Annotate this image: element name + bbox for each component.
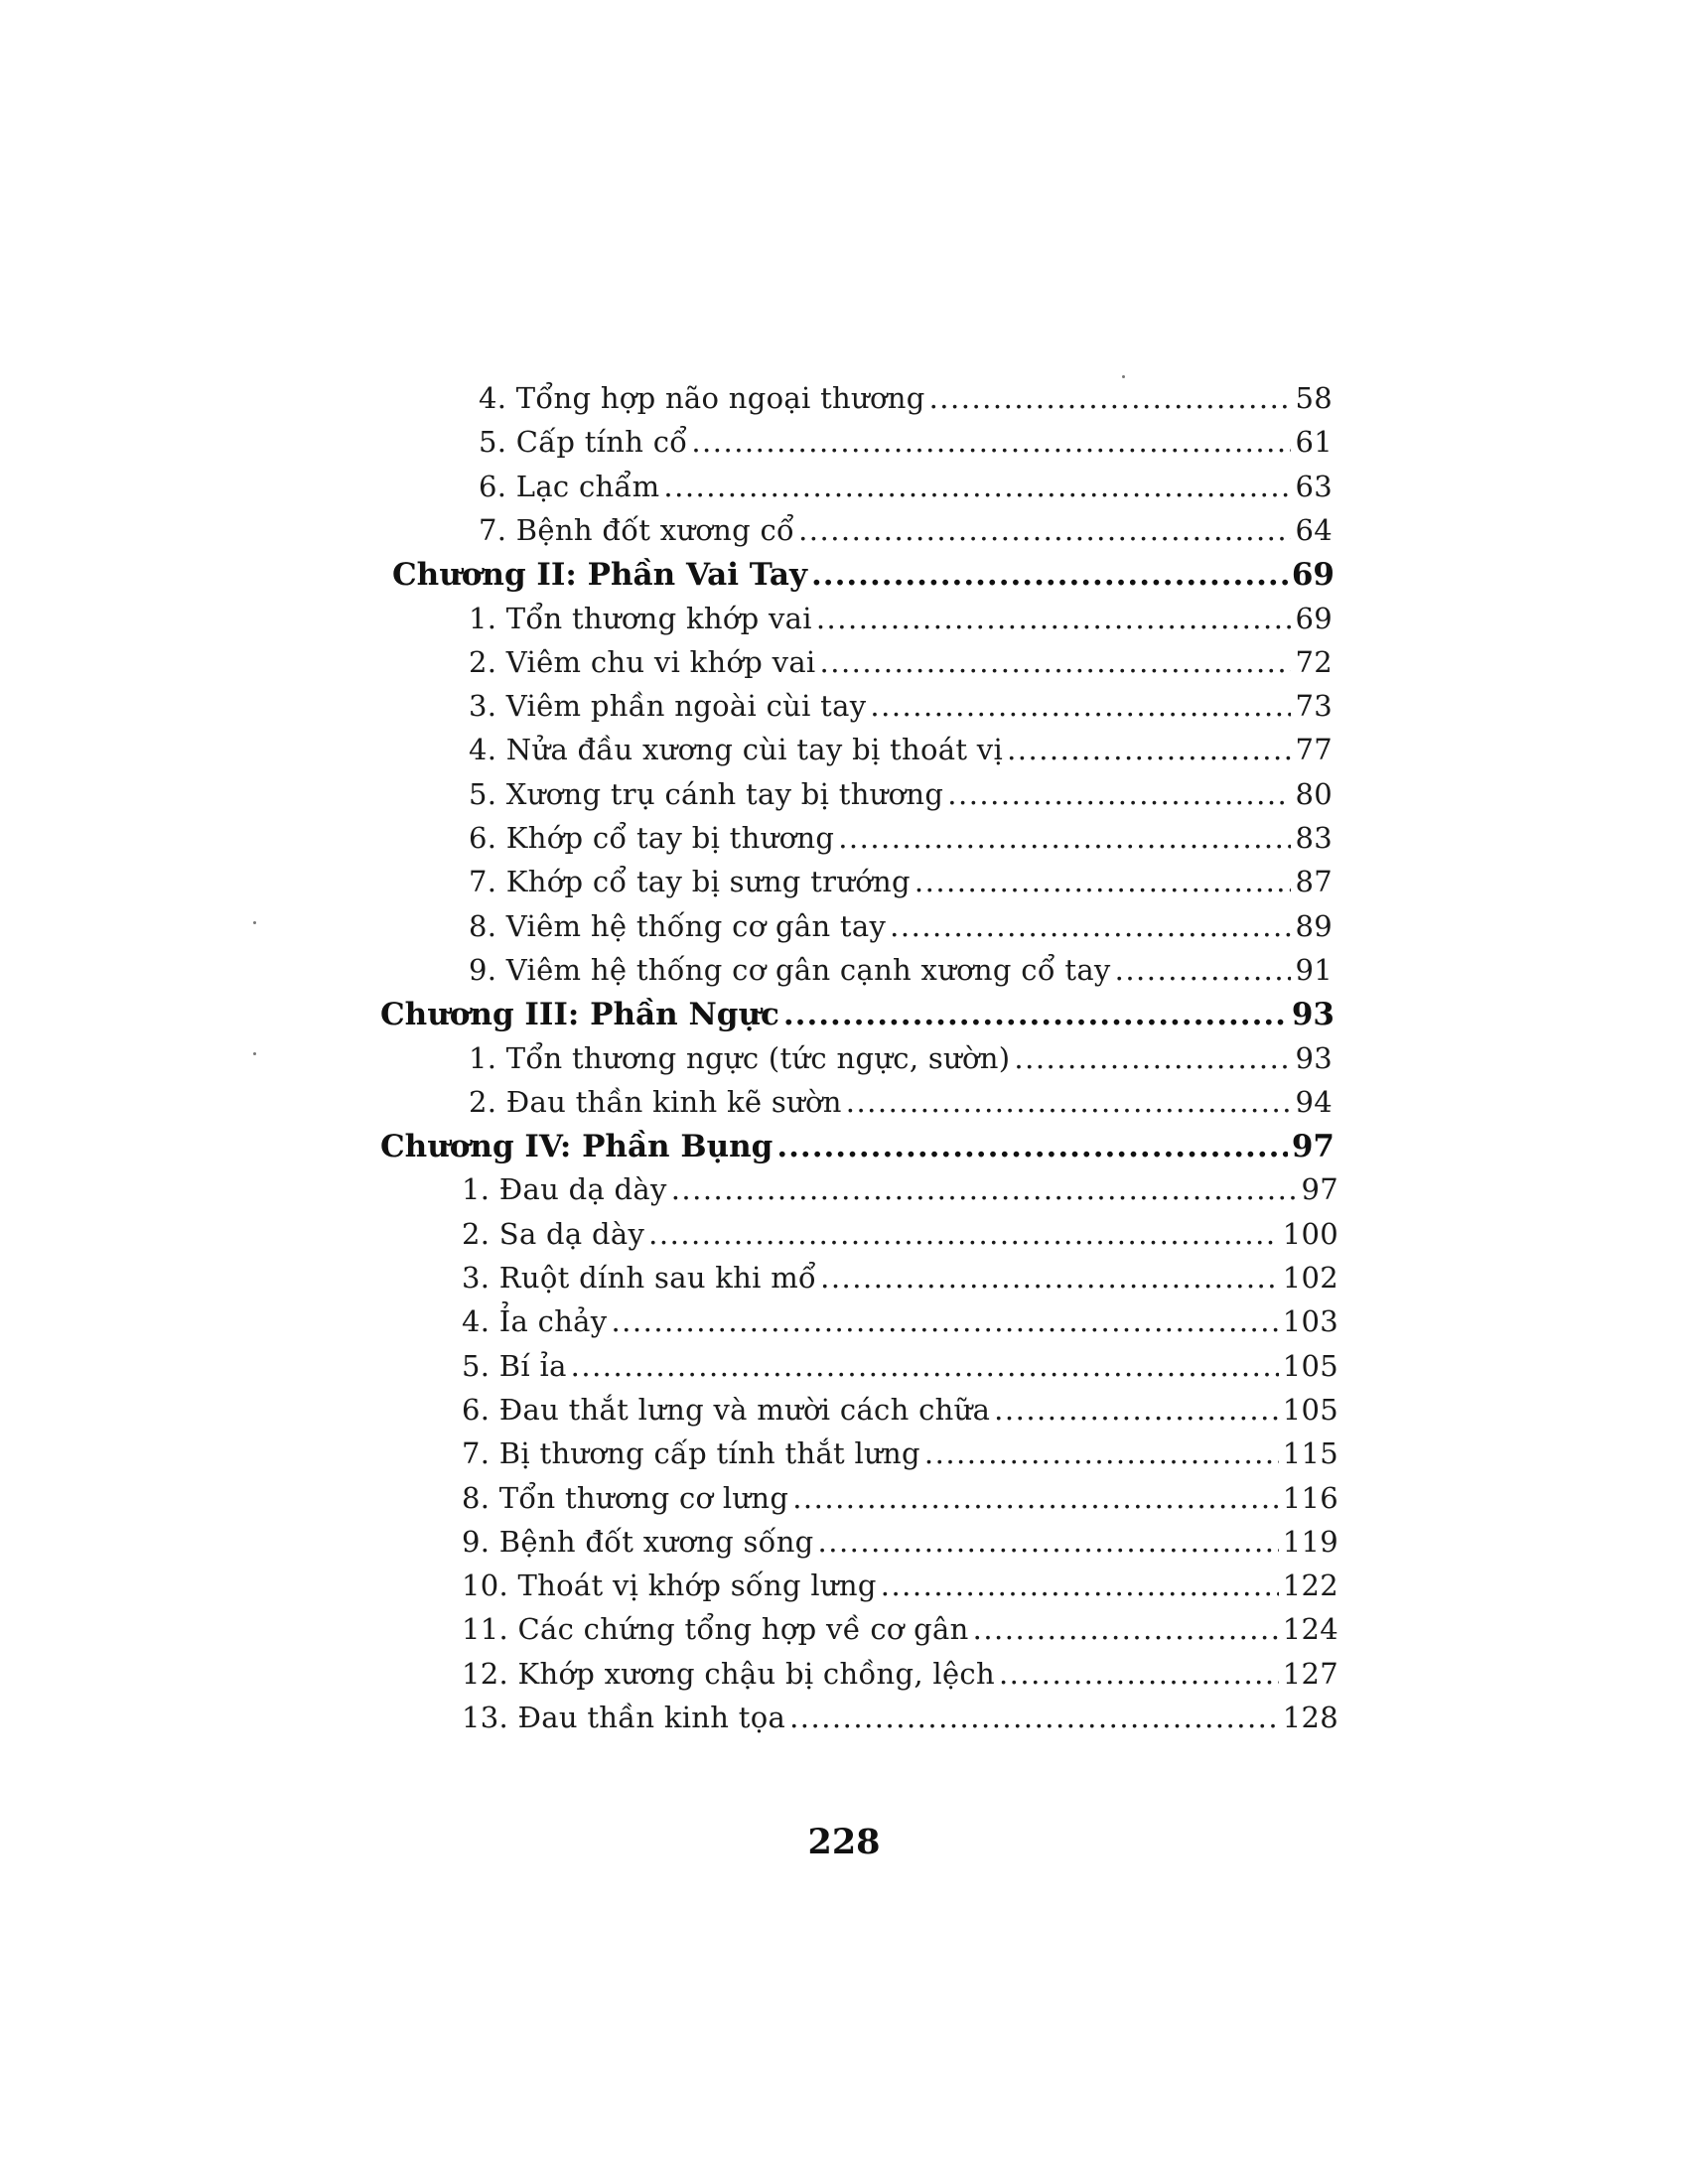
dot-leader [798, 513, 1291, 547]
dot-leader [838, 821, 1291, 855]
dot-leader [648, 1217, 1279, 1251]
toc-entry-page-number: 89 [1295, 909, 1333, 943]
toc-entry[interactable] [479, 381, 1333, 425]
toc-entry[interactable] [469, 602, 1333, 645]
toc-entry-page-number: 83 [1295, 821, 1333, 855]
toc-entry-page-number: 93 [1291, 997, 1335, 1032]
dot-leader [947, 777, 1291, 811]
toc-entry[interactable] [462, 1701, 1338, 1744]
toc-entry-title: Chương III: Phần Ngực [380, 997, 779, 1032]
toc-entry[interactable] [469, 777, 1333, 821]
scan-speck [1122, 375, 1125, 378]
toc-entry[interactable] [479, 513, 1333, 557]
toc-entry-page-number: 80 [1295, 777, 1333, 811]
dot-leader [924, 1436, 1279, 1470]
dot-leader [776, 1129, 1288, 1164]
toc-entry-page-number: 105 [1282, 1349, 1338, 1383]
toc-entry[interactable] [462, 1304, 1338, 1348]
toc-entry[interactable] [462, 1436, 1338, 1480]
toc-entry[interactable] [479, 425, 1333, 469]
toc-entry-title: 5. Cấp tính cổ [479, 425, 688, 459]
toc-entry-page-number: 93 [1295, 1041, 1333, 1075]
toc-entry-title: 6. Đau thắt lưng và mười cách chữa [462, 1393, 991, 1427]
dot-leader [1007, 733, 1291, 766]
toc-entry[interactable] [462, 1172, 1338, 1216]
toc-entry-title: 4. Tổng hợp não ngoại thương [479, 381, 925, 415]
toc-entry-title: 11. Các chứng tổng hợp về cơ gân [462, 1612, 969, 1646]
toc-entry-page-number: 69 [1295, 602, 1333, 635]
toc-entry-title: 9. Bệnh đốt xương sống [462, 1525, 814, 1559]
dot-leader [816, 602, 1292, 635]
toc-entry-title: 13. Đau thần kinh tọa [462, 1701, 786, 1734]
toc-entry-title: 4. Nửa đầu xương cùi tay bị thoát vị [469, 733, 1004, 766]
toc-entry[interactable] [479, 470, 1333, 513]
toc-entry-page-number: 77 [1295, 733, 1333, 766]
toc-entry[interactable] [469, 865, 1333, 908]
toc-entry-title: 4. Ỉa chảy [462, 1304, 608, 1338]
toc-entry[interactable] [469, 821, 1333, 865]
dot-leader [611, 1304, 1278, 1338]
toc-entry-page-number: 69 [1291, 557, 1335, 593]
dot-leader [571, 1349, 1279, 1383]
toc-entry-page-number: 73 [1295, 689, 1333, 723]
dot-leader [783, 997, 1288, 1032]
toc-chapter-entry[interactable] [380, 997, 1335, 1040]
toc-entry[interactable] [462, 1217, 1338, 1261]
toc-entry[interactable] [469, 645, 1333, 689]
toc-entry-title: 12. Khớp xương chậu bị chồng, lệch [462, 1657, 995, 1691]
toc-entry[interactable] [462, 1349, 1338, 1393]
dot-leader [818, 1525, 1279, 1559]
toc-chapter-entry[interactable] [392, 557, 1335, 601]
toc-entry-title: 3. Viêm phần ngoài cùi tay [469, 689, 867, 723]
dot-leader [929, 381, 1292, 415]
toc-entry-page-number: 58 [1295, 381, 1333, 415]
toc-entry-title: Chương IV: Phần Bụng [380, 1129, 774, 1164]
toc-entry-page-number: 63 [1295, 470, 1333, 503]
toc-entry-page-number: 87 [1295, 865, 1333, 898]
toc-entry[interactable] [462, 1261, 1338, 1304]
toc-entry-title: 8. Viêm hệ thống cơ gân tay [469, 909, 887, 943]
toc-entry-title: 5. Xương trụ cánh tay bị thương [469, 777, 944, 811]
dot-leader [881, 1569, 1279, 1602]
dot-leader [691, 425, 1291, 459]
toc-entry-page-number: 105 [1282, 1393, 1338, 1427]
dot-leader [994, 1393, 1279, 1427]
toc-entry-title: 1. Tổn thương ngực (tức ngực, sườn) [469, 1041, 1011, 1075]
dot-leader [792, 1481, 1279, 1515]
toc-entry-page-number: 119 [1282, 1525, 1338, 1559]
toc-entry-page-number: 127 [1282, 1657, 1338, 1691]
toc-entry-title: 7. Bệnh đốt xương cổ [479, 513, 795, 547]
toc-entry-title: 9. Viêm hệ thống cơ gân cạnh xương cổ tay [469, 953, 1111, 987]
toc-entry-page-number: 64 [1295, 513, 1333, 547]
toc-entry-page-number: 61 [1295, 425, 1333, 459]
toc-entry-page-number: 122 [1282, 1569, 1338, 1602]
dot-leader [671, 1172, 1298, 1206]
toc-entry-title: 8. Tổn thương cơ lưng [462, 1481, 789, 1515]
toc-entry-title: 5. Bí ỉa [462, 1349, 567, 1383]
toc-entry-title: 3. Ruột dính sau khi mổ [462, 1261, 817, 1295]
dot-leader [820, 645, 1292, 679]
dot-leader [1115, 953, 1292, 987]
dot-leader [1014, 1041, 1291, 1075]
toc-entry[interactable] [469, 953, 1333, 997]
dot-leader [663, 470, 1291, 503]
toc-entry[interactable] [469, 689, 1333, 733]
toc-entry[interactable] [462, 1525, 1338, 1569]
toc-chapter-entry[interactable] [380, 1129, 1335, 1172]
toc-entry-title: 2. Viêm chu vi khớp vai [469, 645, 816, 679]
dot-leader [811, 557, 1288, 593]
toc-entry[interactable] [462, 1481, 1338, 1525]
toc-entry-title: 7. Bị thương cấp tính thắt lưng [462, 1436, 920, 1470]
dot-leader [973, 1612, 1279, 1646]
toc-entry-title: 1. Đau dạ dày [462, 1172, 667, 1206]
toc-entry-page-number: 102 [1282, 1261, 1338, 1295]
toc-entry-title: 2. Sa dạ dày [462, 1217, 645, 1251]
dot-leader [914, 865, 1292, 898]
toc-entry-page-number: 91 [1295, 953, 1333, 987]
toc-entry-page-number: 115 [1282, 1436, 1338, 1470]
toc-entry-title: 10. Thoát vị khớp sống lưng [462, 1569, 877, 1602]
toc-entry-page-number: 103 [1282, 1304, 1338, 1338]
toc-entry-page-number: 97 [1301, 1172, 1338, 1206]
dot-leader [870, 689, 1291, 723]
page-number: 228 [807, 1822, 881, 1862]
toc-entry[interactable] [469, 733, 1333, 776]
toc-entry-title: 2. Đau thần kinh kẽ sườn [469, 1085, 842, 1119]
dot-leader [999, 1657, 1279, 1691]
toc-entry[interactable] [462, 1657, 1338, 1701]
toc-entry[interactable] [469, 909, 1333, 953]
toc-entry-page-number: 100 [1282, 1217, 1338, 1251]
dot-leader [789, 1701, 1279, 1734]
dot-leader [846, 1085, 1292, 1119]
toc-entry-title: 1. Tổn thương khớp vai [469, 602, 812, 635]
toc-entry-page-number: 128 [1282, 1701, 1338, 1734]
toc-entry-title: 7. Khớp cổ tay bị sưng trướng [469, 865, 911, 898]
toc-entry-title: Chương II: Phần Vai Tay [392, 557, 808, 593]
toc-entry-page-number: 116 [1282, 1481, 1338, 1515]
toc-entry[interactable] [462, 1612, 1338, 1656]
toc-entry[interactable] [462, 1569, 1338, 1612]
dot-leader [820, 1261, 1279, 1295]
toc-entry-page-number: 124 [1282, 1612, 1338, 1646]
scan-speck [253, 1052, 256, 1055]
toc-entry-page-number: 94 [1295, 1085, 1333, 1119]
toc-entry-page-number: 97 [1291, 1129, 1335, 1164]
toc-entry-page-number: 72 [1295, 645, 1333, 679]
toc-entry[interactable] [469, 1085, 1333, 1129]
toc-entry-title: 6. Lạc chẩm [479, 470, 660, 503]
toc-entry[interactable] [469, 1041, 1333, 1085]
toc-entry-title: 6. Khớp cổ tay bị thương [469, 821, 835, 855]
scan-speck [253, 921, 256, 924]
toc-entry[interactable] [462, 1393, 1338, 1436]
dot-leader [890, 909, 1291, 943]
